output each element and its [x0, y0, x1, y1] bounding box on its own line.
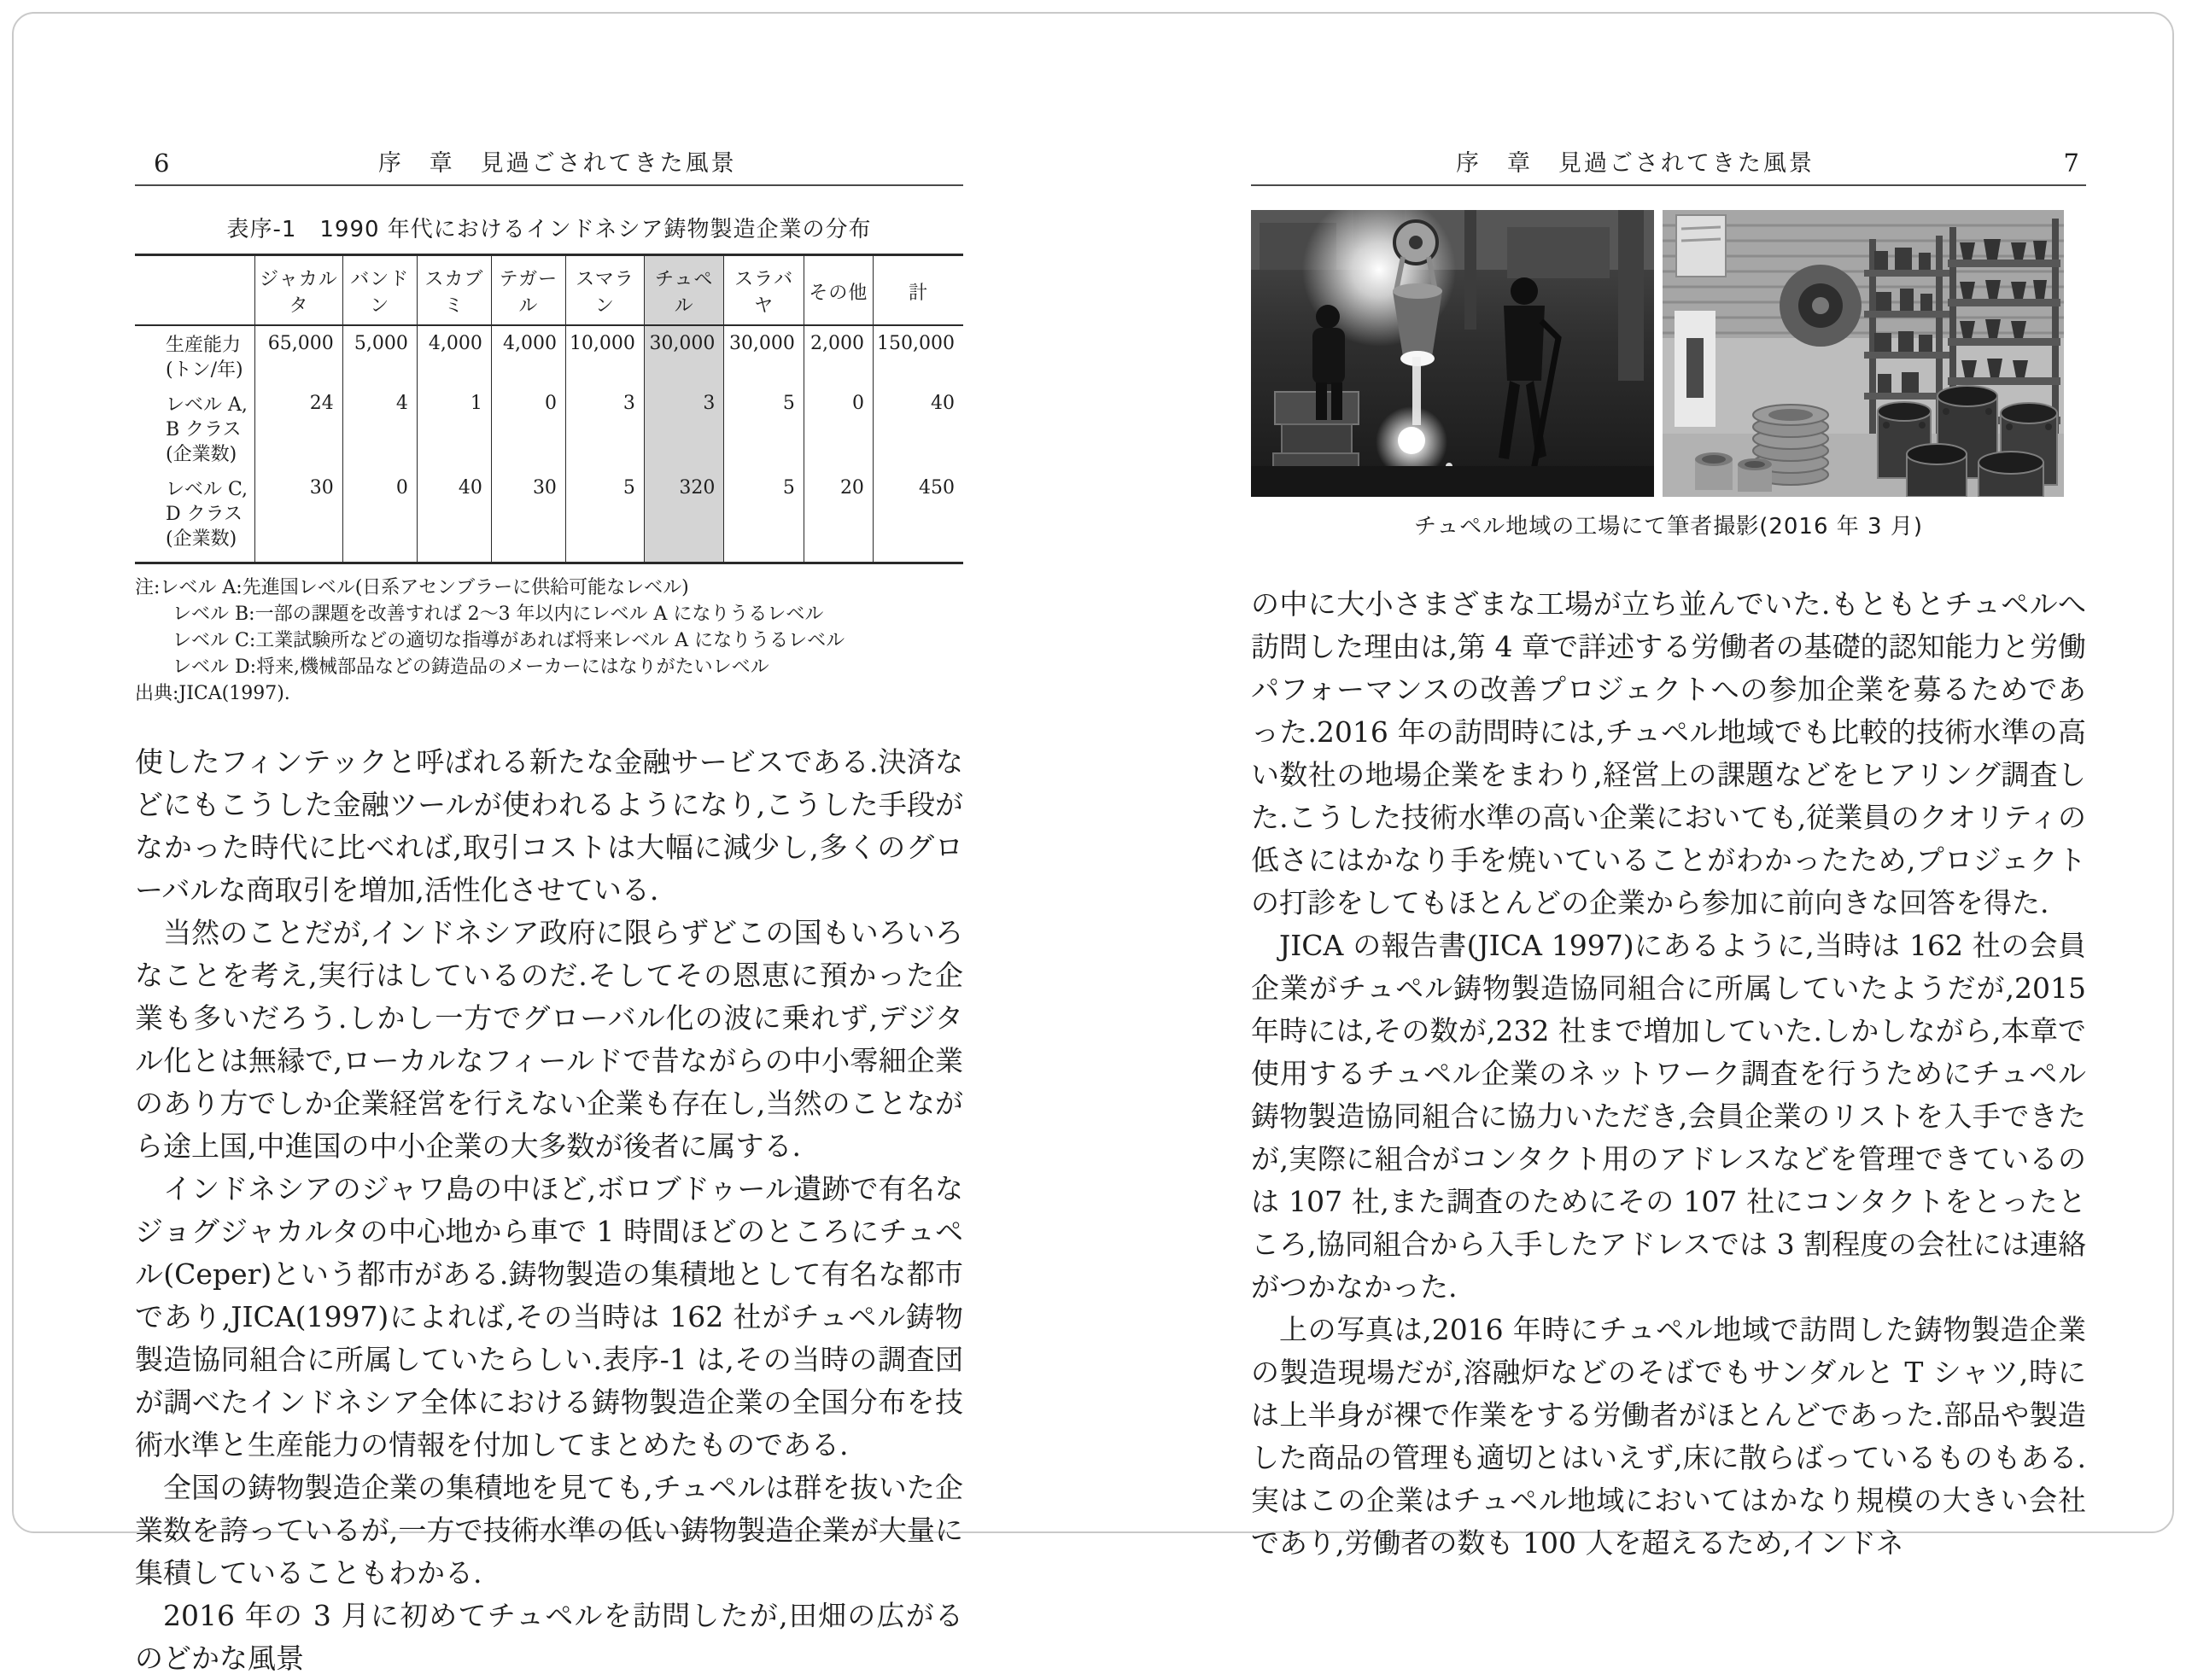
body-paragraph: 2016 年の 3 月に初めてチュペルを訪問したが,田畑の広がるのどかな風景	[135, 1599, 963, 1675]
table-cell: 65,000	[255, 325, 343, 386]
table-cell: 450	[873, 470, 963, 563]
row-label: レベル C, D クラス (企業数)	[166, 479, 248, 550]
table-cell: 0	[491, 386, 565, 470]
table-cell: 40	[873, 386, 963, 470]
body-paragraph: 上の写真は,2016 年時にチュペル地域で訪問した鋳物製造企業の製造現場だが,溶融炉などのそばでもサンダルと T シャツ,時には上半身が裸で作業をする労働者がほとんどであった.部品や製造した商品の管理も適切とはいえず,床に散らばっているものもある.実はこの企業はチュペル地域においてはかなり規模の大きい会社であり,労働者の数も 100 人を超えるため,インドネ	[1251, 1313, 2086, 1560]
body-paragraph: の中に大小さまざまな工場が立ち並んでいた.もともとチュペルへ訪問した理由は,第 4 章で詳述する労働者の基礎的認知能力と労働パフォーマンスの改善プロジェクトへの参加企業を募るためであった.2016 年の訪問時には,チュペル地域でも比較的技術水準の高い数社の地場企業をまわり,経営上の課題などをヒアリング調査した.こうした技術水準の高い企業においても,従業員のクオリティの低さにはかなり手を焼いていることがわかったため,プロジェクトの打診をしてもほとんどの企業から参加に前向きな回答を得た.	[1251, 587, 2086, 919]
table-cell: 30	[491, 470, 565, 563]
table-note: レベル D:将来,機械部品などの鋳造品のメーカーにはなりがたいレベル	[172, 656, 769, 678]
body-paragraph: 使したフィンテックと呼ばれる新たな金融サービスである.決済などにもこうした金融ツールが使われるようになり,こうした手段がなかった時代に比べれば,取引コストは大幅に減少し,多くのグローバルな商取引を増加,活性化させている.	[135, 745, 963, 907]
table-cell: 5	[724, 386, 804, 470]
table-cell: 24	[255, 386, 343, 470]
table-cell: 4,000	[417, 325, 491, 386]
table-note: 注:レベル A:先進国レベル(日系アセンブラーに供給可能なレベル)	[135, 577, 689, 598]
table-row	[135, 470, 963, 563]
table-cell: 20	[804, 470, 873, 563]
col-header: バンドン	[342, 255, 417, 326]
col-header: テガール	[491, 255, 565, 326]
col-header-highlighted: チュペル	[644, 255, 724, 326]
row-label: 生産能力 (トン/年)	[166, 335, 243, 381]
table-cell: 40	[417, 470, 491, 563]
col-header: その他	[804, 255, 873, 326]
col-header: スマラン	[565, 255, 644, 326]
table-cell: 30	[255, 470, 343, 563]
table-cell-highlighted: 3	[644, 386, 724, 470]
running-head	[1251, 147, 2086, 186]
table-cell: 2,000	[804, 325, 873, 386]
photo-caption: チュペル地域の工場にて筆者撮影(2016 年 3 月)	[1413, 514, 1923, 540]
table-title: 表序-1 1990 年代におけるインドネシア鋳物製造企業の分布	[226, 217, 872, 242]
col-header: ジャカルタ	[255, 255, 343, 326]
table-cell: 0	[342, 470, 417, 563]
body-paragraph: 全国の鋳物製造企業の集積地を見ても,チュペルは群を抜いた企業数を誇っているが,一方で技術水準の低い鋳物製造企業が大量に集積していることもわかる.	[135, 1471, 963, 1590]
table-cell: 5	[565, 470, 644, 563]
col-header: 計	[873, 255, 963, 326]
row-label: レベル A, B クラス (企業数)	[166, 394, 248, 465]
foundry-distribution-table	[135, 254, 963, 564]
table-cell: 4,000	[491, 325, 565, 386]
body-paragraph: JICA の報告書(JICA 1997)にあるように,当時は 162 社の会員企業がチュペル鋳物製造協同組合に所属していたようだが,2015 年時には,その数が,232 社まで増加していた.しかしながら,本章で使用するチュペル企業のネットワーク調査を行うためにチュペル鋳物製造協同組合に協力いただき,会員企業のリストを入手できたが,実際に組合がコンタクト用のアドレスなどを管理できているのは 107 社,また調査のためにその 107 社にコンタクトをとったところ,協同組合から入手したアドレスでは 3 割程度の会社には連絡がつかなかった.	[1251, 929, 2086, 1304]
castings-photo	[1663, 210, 2064, 497]
table-note: レベル C:工業試験所などの適切な指導があれば将来レベル A になりうるレベル	[172, 630, 845, 651]
running-head	[135, 147, 963, 186]
table-cell: 4	[342, 386, 417, 470]
table-cell: 150,000	[873, 325, 963, 386]
table-cell: 1	[417, 386, 491, 470]
table-row	[135, 325, 963, 386]
foundry-photo	[1251, 210, 1654, 497]
page-6	[135, 0, 963, 1675]
table-source: 出典:JICA(1997).	[135, 683, 290, 704]
body-text	[135, 741, 963, 1680]
table-header-row	[135, 255, 963, 326]
col-header: スカブミ	[417, 255, 491, 326]
table-row	[135, 386, 963, 470]
table-notes	[135, 575, 963, 707]
col-header	[135, 255, 255, 326]
body-paragraph: 当然のことだが,インドネシア政府に限らずどこの国もいろいろなことを考え,実行はしているのだ.そしてその恩恵に預かった企業も多いだろう.しかし一方でグローバル化の波に乗れず,デジタル化とは無縁で,ローカルなフィールドで昔ながらの中小零細企業のあり方でしか企業経営を行えない企業も存在し,当然のことながら途上国,中進国の中小企業の大多数が後者に属する.	[135, 916, 963, 1163]
table-cell: 5,000	[342, 325, 417, 386]
table-note: レベル B:一部の課題を改善すれば 2〜3 年以内にレベル A になりうるレベル	[172, 604, 824, 625]
table-cell: 30,000	[724, 325, 804, 386]
table-cell: 5	[724, 470, 804, 563]
body-paragraph: インドネシアのジャワ島の中ほど,ボロブドゥール遺跡で有名なジョグジャカルタの中心地から車で 1 時間ほどのところにチュペル(Ceper)という都市がある.鋳物製造の集積地として有名な都市であり,JICA(1997)によれば,その当時は 162 社がチュペル鋳物製造協同組合に所属していたらしい.表序-1 は,その当時の調査団が調べたインドネシア全体における鋳物製造企業の全国分布を技術水準と生産能力の情報を付加してまとめたものである.	[135, 1172, 963, 1461]
page-number: 6	[154, 149, 170, 178]
col-header: スラバヤ	[724, 255, 804, 326]
table-cell: 0	[804, 386, 873, 470]
table-cell-highlighted: 320	[644, 470, 724, 563]
table-cell: 10,000	[565, 325, 644, 386]
photo-figure	[1251, 210, 2086, 540]
table-cell: 3	[565, 386, 644, 470]
page-7	[1251, 0, 2086, 1560]
body-text	[1251, 583, 2086, 1565]
running-head-title: 序 章 見過ごされてきた風景	[377, 150, 737, 177]
page-number: 7	[2063, 149, 2079, 178]
running-head-title: 序 章 見過ごされてきた風景	[1455, 150, 1815, 177]
table-cell-highlighted: 30,000	[644, 325, 724, 386]
